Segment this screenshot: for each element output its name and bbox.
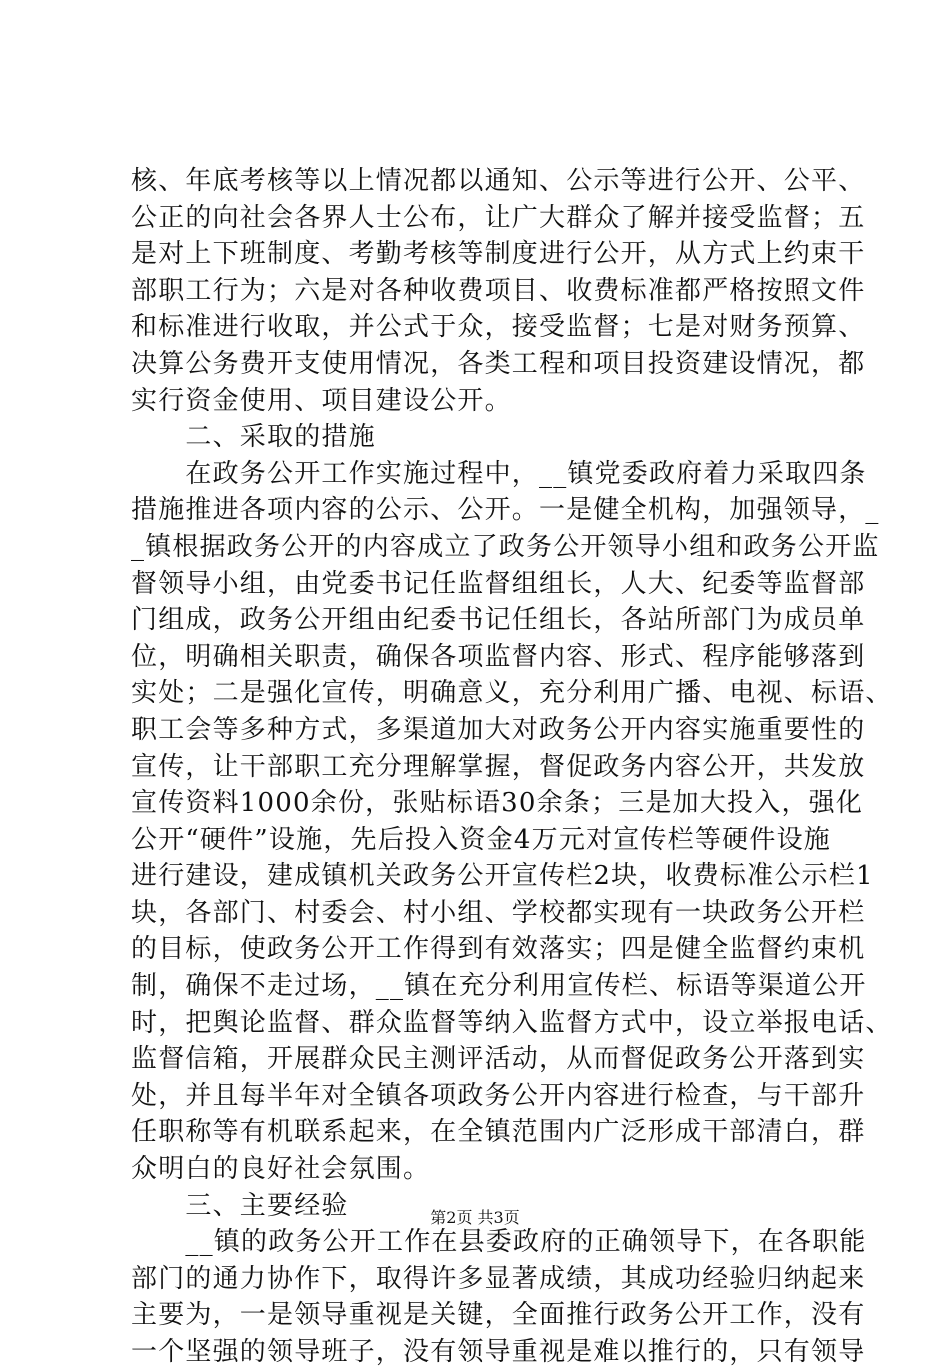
text-line: 督领导小组，由党委书记任监督组组长，人大、纪委等监督部: [131, 568, 866, 599]
text-line: 监督信箱，开展群众民主测评活动，从而督促政务公开落到实: [131, 1044, 866, 1075]
page-footer: 第2页 共3页: [430, 1208, 520, 1227]
section-heading: 二、采取的措施: [131, 422, 376, 453]
text-line: _镇根据政务公开的内容成立了政务公开领导小组和政务公开监: [131, 531, 880, 562]
text-line: 在政务公开工作实施过程中，__镇党委政府着力采取四条: [131, 458, 867, 489]
text-line: 处，并且每半年对全镇各项政务公开内容进行检查，与干部升: [131, 1080, 866, 1111]
text-line: 措施推进各项内容的公示、公开。一是健全机构，加强领导，_: [131, 495, 880, 526]
text-line: 实行资金使用、项目建设公开。: [131, 385, 512, 416]
text-line: 和标准进行收取，并公式于众，接受监督；七是对财务预算、: [131, 312, 866, 343]
text-line: 位，明确相关职责，确保各项监督内容、形式、程序能够落到: [131, 641, 866, 672]
section-heading: 三、主要经验: [131, 1190, 349, 1221]
text-line: 主要为，一是领导重视是关键，全面推行政务公开工作，没有: [131, 1300, 866, 1331]
text-line: 决算公务费开支使用情况，各类工程和项目投资建设情况，都: [131, 348, 866, 379]
text-line: 部门的通力协作下，取得许多显著成绩，其成功经验归纳起来: [131, 1263, 866, 1294]
text-line: 进行建设，建成镇机关政务公开宣传栏2块，收费标准公示栏1: [131, 861, 874, 892]
text-line: 职工会等多种方式，多渠道加大对政务公开内容实施重要性的: [131, 714, 866, 745]
text-line: 一个坚强的领导班子，没有领导重视是难以推行的，只有领导: [131, 1337, 866, 1367]
text-line: 核、年底考核等以上情况都以通知、公示等进行公开、公平、: [131, 166, 866, 196]
text-line: 宣传资料1000余份，张贴标语30余条；三是加大投入，强化: [131, 788, 864, 819]
text-line: 时，把舆论监督、群众监督等纳入监督方式中，设立举报电话、: [131, 1007, 893, 1038]
text-line: 任职称等有机联系起来，在全镇范围内广泛形成干部清白，群: [131, 1117, 866, 1148]
text-line: 部职工行为；六是对各种收费项目、收费标准都严格按照文件: [131, 275, 866, 306]
text-line: 公正的向社会各界人士公布，让广大群众了解并接受监督；五: [131, 202, 866, 233]
document-body: [131, 163, 893, 1371]
text-line: 制，确保不走过场，__镇在充分利用宣传栏、标语等渠道公开: [131, 971, 867, 1002]
text-line: 众明白的良好社会氛围。: [131, 1154, 431, 1185]
text-line: 块，各部门、村委会、村小组、学校都实现有一块政务公开栏: [131, 897, 866, 928]
text-line: 实处；二是强化宣传，明确意义，充分利用广播、电视、标语、: [131, 678, 893, 709]
text-line: 是对上下班制度、考勤考核等制度进行公开，从方式上约束干: [131, 239, 866, 270]
text-line: 门组成，政务公开组由纪委书记任组长，各站所部门为成员单: [131, 605, 866, 636]
text-line: 的目标，使政务公开工作得到有效落实；四是健全监督约束机: [131, 934, 866, 965]
text-line: 公开“硬件”设施，先后投入资金4万元对宣传栏等硬件设施: [131, 824, 831, 855]
text-line: 宣传，让干部职工充分理解掌握，督促政务内容公开，共发放: [131, 751, 866, 782]
text-line: __镇的政务公开工作在县委政府的正确领导下，在各职能: [131, 1227, 867, 1258]
